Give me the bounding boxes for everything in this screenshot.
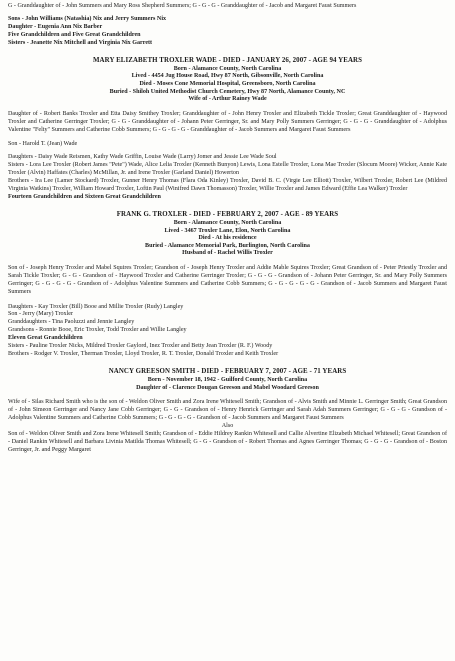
sons-line: Sons - John Williams (Natashia) Nix and Jerry Summers Nix: [8, 15, 167, 22]
born-line: Born - Alamance County, North Carolina: [173, 65, 282, 72]
spouse-line: Wife of - Arthur Rainey Wade: [188, 96, 267, 103]
obituary-wade: [8, 57, 447, 202]
born-line: Born - November 18, 1942 - Guilford County, North Carolina: [147, 377, 308, 384]
lived-line: Lived - 4454 Jug House Road, Hwy 87 North, Gibsonville, North Carolina: [131, 73, 324, 80]
grandchildren-line: Fourteen Grandchildren and Sixteen Great Grandchildren: [8, 193, 161, 200]
obituary-heading: MARY ELIZABETH TROXLER WADE - DIED - JANUARY 26, 2007 - AGE 94 YEARS: [92, 56, 363, 64]
obituary-nancy-smith: [8, 368, 447, 455]
sisters-line: Sisters - Pauline Troxler Nicks, Mildred Troxler Gaylord, Inez Troxler and Betty Jean Troxler (R. F.) Woody: [8, 343, 273, 350]
son-ancestry-paragraph: Son of - Weldon Oliver Smith and Zora Irene Whitesell Smith; Grandson of - Eddie Hildrey Rankin Whitesell and Callie Alvertine Elizabeth Michael Whitesell; Great Grandson of - Daniel Rankin Whitesell and Barbara Livinia Matilda Thomas Whitesell; G - G - Grandson of - Robert Thomas and Agnes Gerringer Thomas; G - G - G - Grandson of - Boston Gerringer, Jr. and Peggy Margaret: [8, 430, 447, 453]
spouse-ancestry-paragraph: Wife of - Silas Richard Smith who is the son of - Weldon Oliver Smith and Zora Irene Whitesell Smith; Grandson of - Alvis Smith and Minnie L. Gerringer Smith; Great Grandson of - John Simeon Gerringer and Nancy Jane Cobb Gerringer; G - G - Grandson of - Henry Henrick Gerringer and Sarah Adah Summers Gerringer; G - G - G - Grandson of - Adolphus Valentine Summers and Catherine Cobb Summers; G - G - G - G - Grandson of - Jacob Summers and Margaret Faust Summers: [8, 399, 447, 422]
obituary-heading: NANCY GREESON SMITH - DIED - FEBRUARY 7, 2007 - AGE - 71 YEARS: [108, 367, 347, 375]
parents-line: Daughter of - Clarence Dougan Greeson and Mabel Woodard Greeson: [136, 384, 319, 391]
granddaughters-line: Granddaughters - Tina Paoluzzi and Jennie Langley: [8, 319, 135, 326]
daughters-line: Daughters - Kay Troxler (Bill) Booe and Millie Troxler (Rudy) Langley: [8, 303, 184, 310]
grandsons-line: Grandsons - Ronnie Booe, Eric Troxler, Todd Troxler and Willie Langley: [8, 327, 187, 334]
brothers-line: Brothers - Ira Lee (Lamer Stockard) Troxler, Gunner Henry Thomas (Flara Oda Kinley) Troxler, David B. C. (Virgie Lee Elliott) Troxler, Wilbert Troxler, Robert Lee (Mildred Virginia Watkins) Troxler, William Howard Troxler, Loftin Paul (Winifred Dawn Thomasson) Troxler, Willie Troxler and James Edward (Effie Lea Walker) Troxler: [8, 178, 447, 192]
obituary-heading: FRANK G. TROXLER - DIED - FEBRUARY 2, 2007 - AGE - 89 YEARS: [116, 210, 339, 218]
spouse-line: Husband of - Rachel Willis Troxler: [182, 250, 273, 257]
daughters-line: Daughters - Daisy Wade Reismen, Kathy Wade Griffin, Louise Wade (Larry) Jomer and Jessie Lee Wade Soul: [8, 154, 277, 161]
great-grandchildren-line: Eleven Great Grandchildren: [8, 335, 83, 342]
buried-line: Buried - Shiloh United Methodist Church Cemetery, Hwy 87 North, Alamance County, NC: [109, 88, 346, 95]
son-line: Son - Harold T. (Jean) Wade: [8, 141, 78, 148]
lived-line: Lived - 3467 Troxler Lane, Elon, North Carolina: [164, 227, 291, 234]
son-line: Son - Jerry (Mary) Troxler: [8, 311, 73, 318]
grandchildren-line: Five Grandchildren and Five Great Grandchildren: [8, 31, 141, 38]
daughter-line: Daughter - Eugenia Ann Nix Barber: [8, 23, 103, 30]
sisters-line: Sisters - Lora Lee Troxler (Robert James "Pete") Wade, Alice Lelia Troxler (Kenneth Bunyon) Lewis, Lona Estelle Troxler, Lona Mae Troxler (Slocum Moore) Wicker, Annie Kate Troxler (Alvin) Haffates (Charles) McMillan, Jr. and Irene Troxler (Garland Daniel) Howerton: [8, 162, 447, 177]
brothers-line: Brothers - Rodger V. Troxler, Therman Troxler, Lloyd Troxler, R. T. Troxler, Donald Troxler and Keith Troxler: [8, 351, 279, 357]
died-line: Died - Moses Cone Memorial Hospital, Greensboro, North Carolina: [139, 80, 316, 87]
born-line: Born - Alamance County, North Carolina: [173, 219, 282, 226]
obituary-nix-tail: [8, 3, 447, 48]
sisters-line: Sisters - Jeanette Nix Mitchell and Virginia Nix Garrett: [8, 39, 153, 46]
ancestry-paragraph: Daughter of - Robert Banks Troxler and Etta Daisy Smithey Troxler; Granddaughter of - John Henry Troxler and Elizabeth Tickle Troxler; Great Granddaughter of - Haywood Troxler and Catherine Gerringer Troxler; G - G - Granddaughter of - Johann Peter Gerringer, Sr. and Mary Polly Summers Gerringer; G - G - G - Granddaughter of - Adolphus Valentine "Felty" Summers and Catherine Cobb Summers; G - G - G - G - Granddaughter of - Jacob Summers and Margaret Faust Summers: [8, 110, 447, 133]
died-line: Died - At his residence: [198, 235, 257, 242]
ancestry-paragraph: Son of - Joseph Henry Troxler and Mabel Squires Troxler; Grandson of - Joseph Henry Troxler and Addie Mable Squires Troxler; Great Grandson of - Peter Priestly Troxler and Sarah Tickle Troxler; G - G - Grandson of - Haywood Troxler and Catherine Gerringer Troxler; G - G - G - Grandson of - Johann Peter Gerringer, Sr. and Mary Polly Summers Gerringer; G - G - G - G - Grandson of - Adolphus Valentine Summers and Catherine Cobb Summers; G - G - G - G - G - Grandson of - Jacob Summers and Margaret Faust Summers: [8, 264, 447, 295]
buried-line: Buried - Alamance Memorial Park, Burlington, North Carolina: [145, 242, 310, 249]
also-label: Also: [221, 423, 234, 430]
obituary-frank-troxler: [8, 211, 447, 359]
ancestry-line: G - Granddaughter of - John Summers and Mary Ross Shepherd Summers; G - G - G - Granddaughter of - Jacob and Margaret Faust Summers: [8, 3, 357, 9]
